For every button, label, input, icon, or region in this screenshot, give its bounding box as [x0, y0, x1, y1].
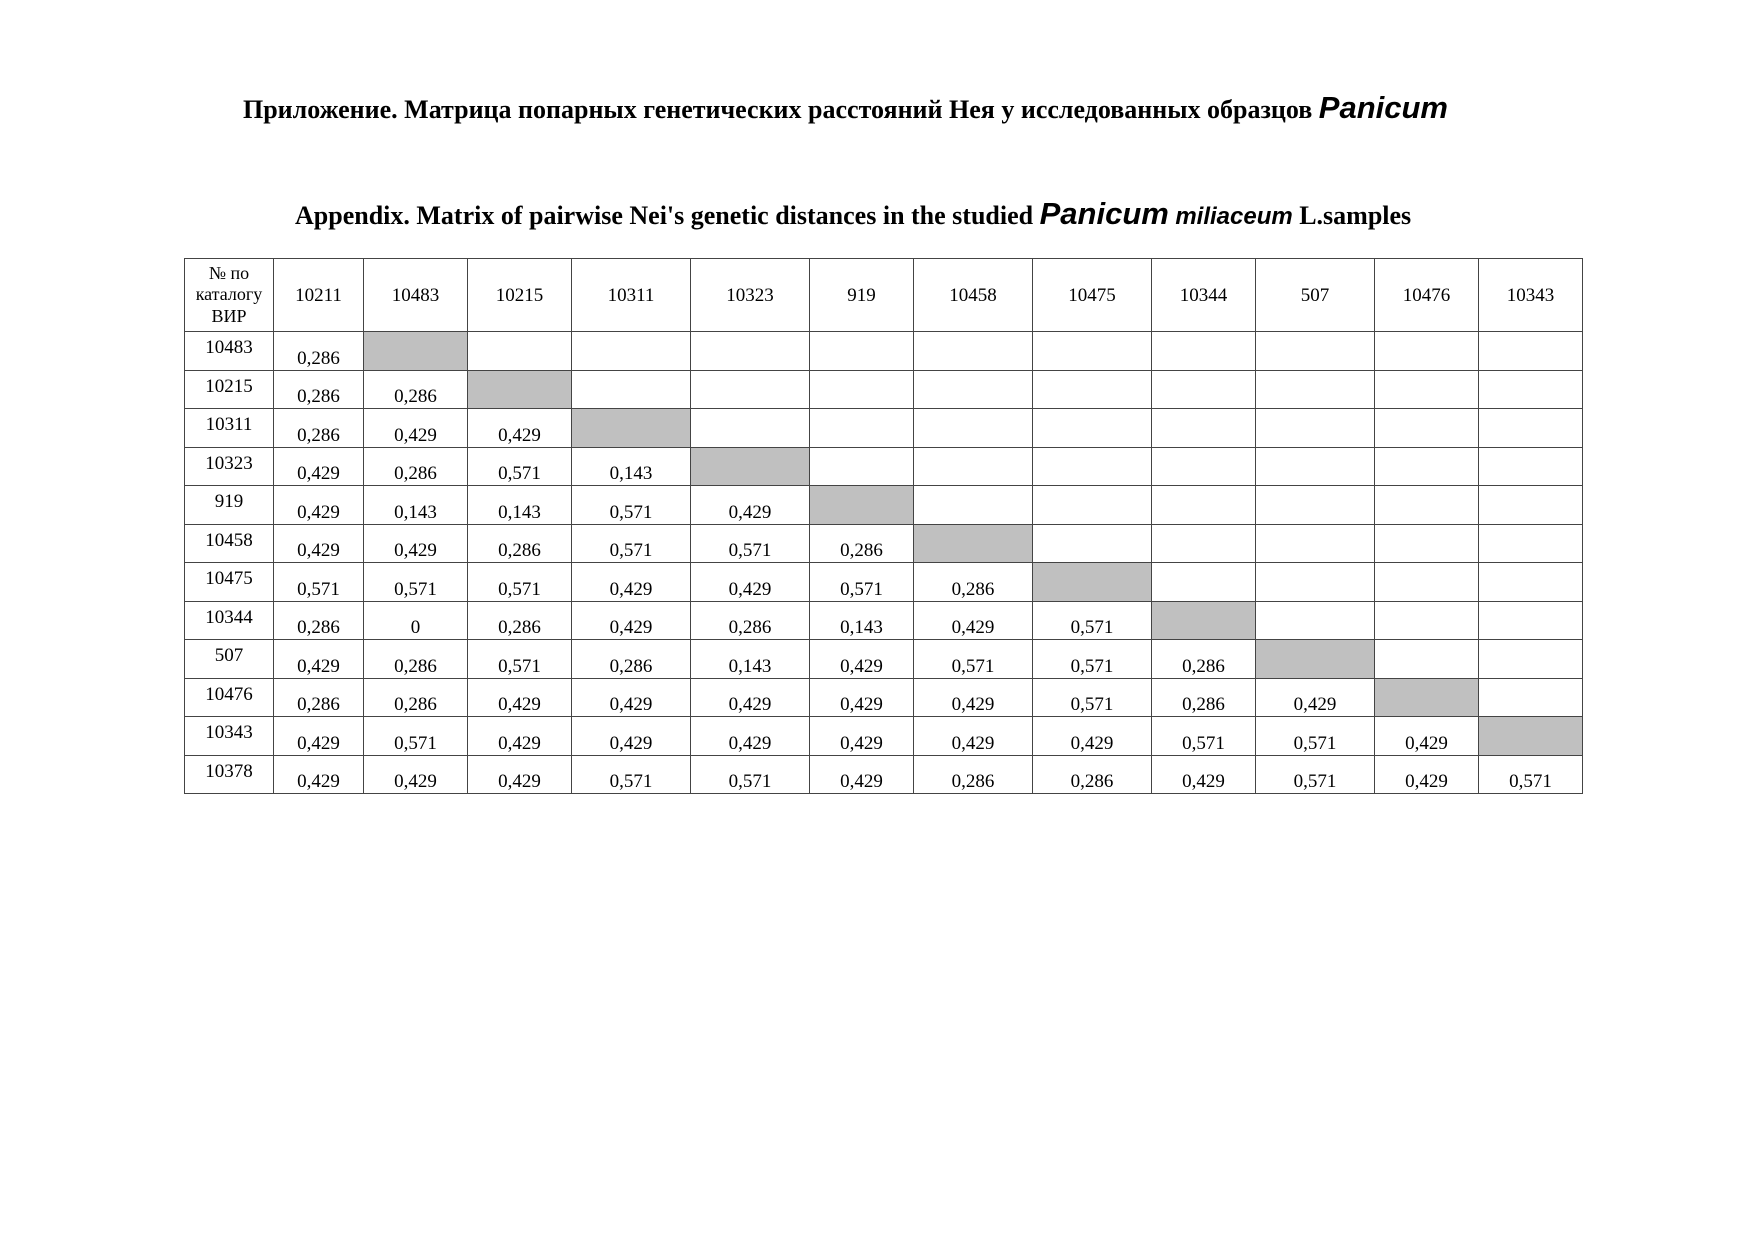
distance-value-cell: 0,429	[572, 601, 691, 640]
distance-value-cell: 0,571	[691, 755, 810, 794]
distance-value-cell: 0,429	[274, 755, 364, 794]
corner-header-line: № по	[208, 263, 250, 284]
distance-value-cell: 0,429	[691, 486, 810, 525]
distance-value-cell: 0,571	[1152, 717, 1256, 756]
diagonal-cell	[1152, 601, 1256, 640]
table-row	[185, 486, 1583, 525]
distance-value-cell: 0,571	[572, 486, 691, 525]
distance-value-cell: 0,571	[274, 563, 364, 602]
distance-value-cell: 0,429	[1256, 678, 1375, 717]
diagonal-cell	[1256, 640, 1375, 679]
distance-value-cell: 0,571	[572, 755, 691, 794]
distance-value-cell: 0,429	[914, 601, 1033, 640]
distance-value-cell: 0,429	[810, 717, 914, 756]
distance-value-cell: 0,429	[274, 447, 364, 486]
distance-value-cell: 0,286	[914, 755, 1033, 794]
empty-cell	[1256, 524, 1375, 563]
column-header-cell: 507	[1256, 259, 1375, 332]
distance-matrix-table	[184, 258, 1583, 794]
distance-value-cell: 0,286	[1033, 755, 1152, 794]
distance-value-cell: 0,429	[364, 524, 468, 563]
empty-cell	[1152, 447, 1256, 486]
distance-value-cell: 0,286	[572, 640, 691, 679]
distance-value-cell: 0,143	[468, 486, 572, 525]
distance-value-cell: 0,286	[691, 601, 810, 640]
empty-cell	[914, 370, 1033, 409]
empty-cell	[1256, 370, 1375, 409]
diagonal-cell	[468, 370, 572, 409]
corner-header-cell	[185, 259, 274, 332]
table-row	[185, 755, 1583, 794]
table-row	[185, 717, 1583, 756]
distance-value-cell: 0,429	[468, 409, 572, 448]
empty-cell	[1033, 409, 1152, 448]
diagonal-cell	[1375, 678, 1479, 717]
row-header-cell: 507	[185, 640, 274, 679]
distance-value-cell: 0,429	[691, 678, 810, 717]
column-header-cell: 10483	[364, 259, 468, 332]
distance-value-cell: 0,286	[364, 447, 468, 486]
row-header-cell: 10344	[185, 601, 274, 640]
distance-value-cell: 0,286	[364, 678, 468, 717]
distance-value-cell: 0,143	[810, 601, 914, 640]
row-header-cell: 10323	[185, 447, 274, 486]
row-header-cell: 10378	[185, 755, 274, 794]
distance-value-cell: 0,429	[1375, 755, 1479, 794]
title-english-suffix: L.samples	[1299, 201, 1412, 230]
empty-cell	[1256, 486, 1375, 525]
empty-cell	[468, 332, 572, 371]
title-russian-genus: Panicum	[1318, 90, 1448, 125]
distance-value-cell: 0,143	[691, 640, 810, 679]
empty-cell	[572, 370, 691, 409]
empty-cell	[1033, 332, 1152, 371]
distance-value-cell: 0,429	[364, 755, 468, 794]
distance-value-cell: 0,286	[810, 524, 914, 563]
row-header-cell: 10311	[185, 409, 274, 448]
empty-cell	[1033, 524, 1152, 563]
distance-value-cell: 0,429	[914, 717, 1033, 756]
empty-cell	[810, 370, 914, 409]
column-header-cell: 10215	[468, 259, 572, 332]
empty-cell	[1256, 601, 1375, 640]
distance-value-cell: 0,429	[691, 563, 810, 602]
empty-cell	[810, 409, 914, 448]
distance-value-cell: 0,286	[274, 678, 364, 717]
distance-value-cell: 0,571	[572, 524, 691, 563]
empty-cell	[691, 409, 810, 448]
corner-header-line: каталогу	[195, 284, 263, 305]
diagonal-cell	[572, 409, 691, 448]
column-header-cell: 10211	[274, 259, 364, 332]
table-row	[185, 678, 1583, 717]
empty-cell	[1033, 370, 1152, 409]
empty-cell	[1152, 332, 1256, 371]
row-header-cell: 10343	[185, 717, 274, 756]
distance-value-cell: 0,571	[468, 563, 572, 602]
distance-value-cell: 0,286	[274, 332, 364, 371]
distance-value-cell: 0,571	[1033, 601, 1152, 640]
distance-value-cell: 0,286	[914, 563, 1033, 602]
distance-value-cell: 0,571	[1033, 640, 1152, 679]
empty-cell	[691, 370, 810, 409]
table-row	[185, 563, 1583, 602]
distance-value-cell: 0,571	[1033, 678, 1152, 717]
empty-cell	[1375, 640, 1479, 679]
distance-value-cell: 0,571	[468, 640, 572, 679]
distance-value-cell: 0,429	[810, 640, 914, 679]
distance-value-cell: 0,429	[810, 755, 914, 794]
distance-value-cell: 0,429	[364, 409, 468, 448]
diagonal-cell	[691, 447, 810, 486]
distance-value-cell: 0,429	[468, 717, 572, 756]
column-header-cell: 10475	[1033, 259, 1152, 332]
empty-cell	[1152, 486, 1256, 525]
empty-cell	[1479, 370, 1583, 409]
title-russian	[243, 90, 1448, 126]
empty-cell	[1375, 563, 1479, 602]
empty-cell	[1256, 409, 1375, 448]
distance-value-cell: 0,143	[572, 447, 691, 486]
diagonal-cell	[1479, 717, 1583, 756]
distance-value-cell: 0,429	[468, 678, 572, 717]
distance-value-cell: 0,429	[468, 755, 572, 794]
distance-value-cell: 0,429	[274, 640, 364, 679]
column-header-cell: 10343	[1479, 259, 1583, 332]
empty-cell	[691, 332, 810, 371]
distance-value-cell: 0,571	[914, 640, 1033, 679]
title-english-species: miliaceum	[1175, 203, 1293, 230]
empty-cell	[1256, 332, 1375, 371]
distance-value-cell: 0,571	[1256, 755, 1375, 794]
empty-cell	[572, 332, 691, 371]
distance-value-cell: 0,286	[274, 601, 364, 640]
distance-value-cell: 0,286	[274, 409, 364, 448]
distance-value-cell: 0,429	[572, 717, 691, 756]
empty-cell	[1375, 447, 1479, 486]
row-header-cell: 10475	[185, 563, 274, 602]
empty-cell	[810, 332, 914, 371]
empty-cell	[1152, 370, 1256, 409]
distance-value-cell: 0,286	[1152, 678, 1256, 717]
distance-value-cell: 0,286	[364, 640, 468, 679]
table-row	[185, 332, 1583, 371]
distance-value-cell: 0,571	[1479, 755, 1583, 794]
empty-cell	[1479, 409, 1583, 448]
distance-value-cell: 0,286	[468, 601, 572, 640]
distance-value-cell: 0,429	[691, 717, 810, 756]
empty-cell	[1479, 486, 1583, 525]
distance-value-cell: 0,571	[691, 524, 810, 563]
distance-value-cell: 0,571	[810, 563, 914, 602]
distance-value-cell: 0,429	[1152, 755, 1256, 794]
distance-value-cell: 0,286	[274, 370, 364, 409]
title-english-prefix: Appendix. Matrix of pairwise Nei's genetic distances in the studied	[295, 201, 1034, 230]
row-header-cell: 10483	[185, 332, 274, 371]
table-row	[185, 601, 1583, 640]
distance-value-cell: 0,429	[274, 524, 364, 563]
empty-cell	[1152, 524, 1256, 563]
distance-value-cell: 0,571	[364, 717, 468, 756]
empty-cell	[1479, 678, 1583, 717]
title-english	[295, 196, 1411, 232]
title-english-genus: Panicum	[1039, 196, 1169, 231]
distance-value-cell: 0,571	[364, 563, 468, 602]
empty-cell	[1375, 524, 1479, 563]
empty-cell	[810, 447, 914, 486]
table-row	[185, 524, 1583, 563]
distance-value-cell: 0,286	[468, 524, 572, 563]
title-russian-text: Приложение. Матрица попарных генетических расстояний Нея у исследованных образцов	[243, 95, 1313, 124]
empty-cell	[914, 332, 1033, 371]
distance-value-cell: 0,429	[572, 563, 691, 602]
header-row	[185, 259, 1583, 332]
empty-cell	[1256, 563, 1375, 602]
diagonal-cell	[914, 524, 1033, 563]
empty-cell	[1256, 447, 1375, 486]
empty-cell	[1479, 563, 1583, 602]
distance-value-cell: 0,429	[1033, 717, 1152, 756]
table-row	[185, 447, 1583, 486]
empty-cell	[1479, 332, 1583, 371]
column-header-cell: 10344	[1152, 259, 1256, 332]
column-header-cell: 10458	[914, 259, 1033, 332]
empty-cell	[1152, 563, 1256, 602]
empty-cell	[1375, 409, 1479, 448]
distance-value-cell: 0	[364, 601, 468, 640]
distance-value-cell: 0,571	[468, 447, 572, 486]
table-row	[185, 640, 1583, 679]
corner-header-line: ВИР	[211, 305, 247, 326]
table-row	[185, 409, 1583, 448]
row-header-cell: 10215	[185, 370, 274, 409]
empty-cell	[1479, 447, 1583, 486]
distance-value-cell: 0,429	[914, 678, 1033, 717]
column-header-cell: 10323	[691, 259, 810, 332]
row-header-cell: 919	[185, 486, 274, 525]
distance-value-cell: 0,286	[364, 370, 468, 409]
row-header-cell: 10458	[185, 524, 274, 563]
empty-cell	[1375, 370, 1479, 409]
empty-cell	[1479, 601, 1583, 640]
empty-cell	[1375, 332, 1479, 371]
distance-value-cell: 0,429	[1375, 717, 1479, 756]
distance-value-cell: 0,429	[810, 678, 914, 717]
empty-cell	[1375, 601, 1479, 640]
empty-cell	[1152, 409, 1256, 448]
distance-value-cell: 0,429	[572, 678, 691, 717]
diagonal-cell	[810, 486, 914, 525]
column-header-cell: 919	[810, 259, 914, 332]
table-row	[185, 370, 1583, 409]
distance-value-cell: 0,571	[1256, 717, 1375, 756]
empty-cell	[1033, 486, 1152, 525]
empty-cell	[1375, 486, 1479, 525]
empty-cell	[1479, 524, 1583, 563]
empty-cell	[914, 486, 1033, 525]
distance-value-cell: 0,286	[1152, 640, 1256, 679]
empty-cell	[1033, 447, 1152, 486]
diagonal-cell	[1033, 563, 1152, 602]
empty-cell	[914, 447, 1033, 486]
empty-cell	[1479, 640, 1583, 679]
column-header-cell: 10311	[572, 259, 691, 332]
empty-cell	[914, 409, 1033, 448]
row-header-cell: 10476	[185, 678, 274, 717]
distance-value-cell: 0,429	[274, 486, 364, 525]
diagonal-cell	[364, 332, 468, 371]
column-header-cell: 10476	[1375, 259, 1479, 332]
distance-value-cell: 0,143	[364, 486, 468, 525]
distance-value-cell: 0,429	[274, 717, 364, 756]
